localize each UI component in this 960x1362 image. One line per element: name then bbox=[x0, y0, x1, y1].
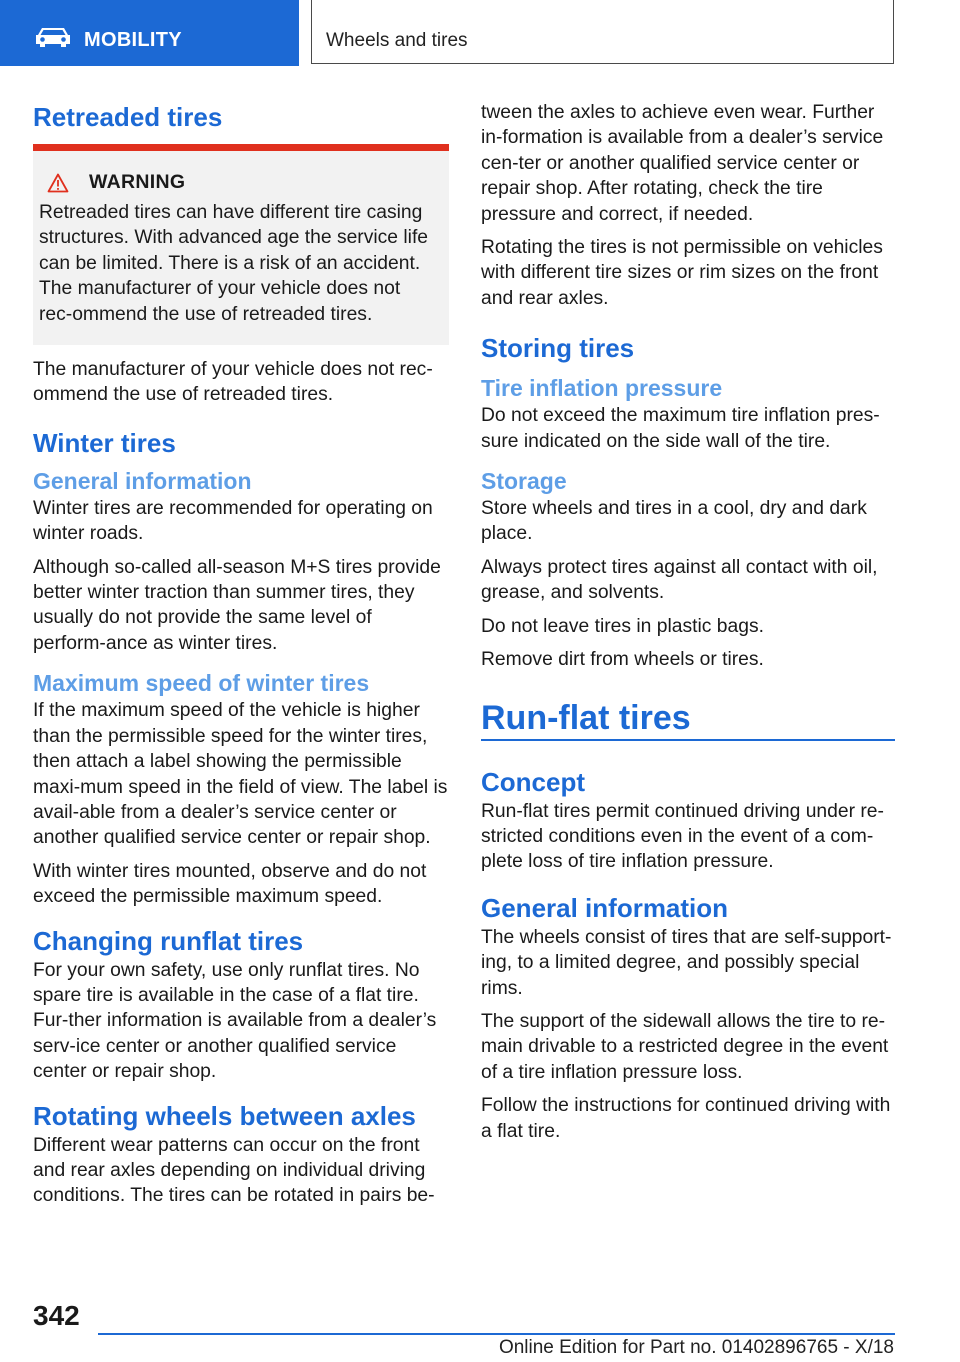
paragraph: The manufacturer of your vehicle does not rec-ommend the use of retreaded tires. bbox=[33, 359, 433, 406]
paragraph: The support of the sidewall allows the tire to re-main drivable to a restricted degree in the event of a tire inflation pressure loss. bbox=[481, 1010, 889, 1083]
heading-rotating-wheels: Rotating wheels between axles bbox=[33, 1100, 416, 1131]
subheading-max-speed: Maximum speed of winter tires bbox=[33, 670, 370, 697]
warning-text: Retreaded tires can have different tire casing structures. With advanced age the service life can be limited. There is a risk of an accident. The manufacturer of your vehicle does not rec-ommend the use of retreaded tires. bbox=[39, 202, 429, 325]
section-label: MOBILITY bbox=[84, 29, 182, 51]
paragraph: Rotating the tires is not permissible on vehicles with different tire sizes or rim sizes on the front and rear axles. bbox=[481, 237, 883, 309]
footer-rule bbox=[98, 1333, 895, 1335]
right-column bbox=[481, 100, 897, 1152]
paragraph: Follow the instructions for continued driving with a flat tire. bbox=[481, 1095, 891, 1142]
paragraph: The wheels consist of tires that are self-support-ing, to a limited degree, and possibly special rims. bbox=[481, 926, 892, 999]
paragraph: Although so-called all-season M+S tires provide better winter traction than summer tires, they usually do not provide the same level of perform-ance as winter tires. bbox=[33, 556, 441, 654]
paragraph: Remove dirt from wheels or tires. bbox=[481, 649, 764, 671]
heading-rule bbox=[481, 739, 895, 741]
subheading-tire-inflation-pressure: Tire inflation pressure bbox=[481, 375, 723, 402]
paragraph: If the maximum speed of the vehicle is higher than the permissible speed for the winter tires, then attach a label showing the permissible maxi-mum speed in the field of view. The label is avail-able from a dealer’s service center or another qualified service center or repair shop. bbox=[33, 700, 448, 849]
page-number: 342 bbox=[33, 1300, 80, 1331]
edition-text: Online Edition for Part no. 01402896765 - X/18 bbox=[498, 1337, 894, 1358]
paragraph: Do not exceed the maximum tire inflation pres-sure indicated on the side wall of the tire. bbox=[481, 405, 880, 452]
left-column bbox=[33, 100, 449, 1217]
warning-icon bbox=[47, 173, 69, 193]
paragraph: Winter tires are recommended for operating on winter roads. bbox=[33, 497, 433, 545]
warning-title: WARNING bbox=[89, 171, 186, 193]
heading-storing-tires: Storing tires bbox=[481, 333, 635, 364]
chapter-title: Wheels and tires bbox=[326, 30, 468, 51]
heading-changing-runflat: Changing runflat tires bbox=[33, 925, 304, 956]
paragraph: Do not leave tires in plastic bags. bbox=[481, 615, 764, 637]
heading-general-information: General information bbox=[481, 892, 729, 923]
section-tab bbox=[0, 0, 299, 66]
car-icon bbox=[34, 26, 72, 48]
paragraph: tween the axles to achieve even wear. Further in-formation is available from a dealer’s service cen-ter or another qualified service center or repair shop. After rotating, check the tire pressure and correct, if needed. bbox=[481, 102, 884, 225]
chapter-tab bbox=[311, 0, 894, 64]
warning-box bbox=[33, 144, 449, 345]
heading-concept: Concept bbox=[481, 766, 585, 797]
paragraph: Always protect tires against all contact with oil, grease, and solvents. bbox=[481, 556, 878, 604]
paragraph: Different wear patterns can occur on the front and rear axles depending on individual driving conditions. The tires can be rotated in pairs be- bbox=[33, 1134, 435, 1207]
paragraph: Run-flat tires permit continued driving under re-stricted conditions even in the event of a com-plete loss of tire inflation pressure. bbox=[481, 800, 884, 873]
heading-retreaded-tires: Retreaded tires bbox=[33, 102, 223, 132]
subheading-storage: Storage bbox=[481, 468, 567, 495]
paragraph: Store wheels and tires in a cool, dry and dark place. bbox=[481, 498, 867, 545]
subheading-general-information: General information bbox=[33, 467, 252, 494]
heading-winter-tires: Winter tires bbox=[33, 427, 176, 458]
paragraph: For your own safety, use only runflat tires. No spare tire is available in the case of a flat tire. Fur-ther information is available from a dealer’s serv-ice center or another qualified service center or repair shop. bbox=[33, 959, 437, 1083]
page-header bbox=[0, 0, 960, 66]
paragraph: With winter tires mounted, observe and do not exceed the permissible maximum speed. bbox=[33, 860, 427, 908]
heading-run-flat-tires: Run-flat tires bbox=[481, 698, 691, 737]
